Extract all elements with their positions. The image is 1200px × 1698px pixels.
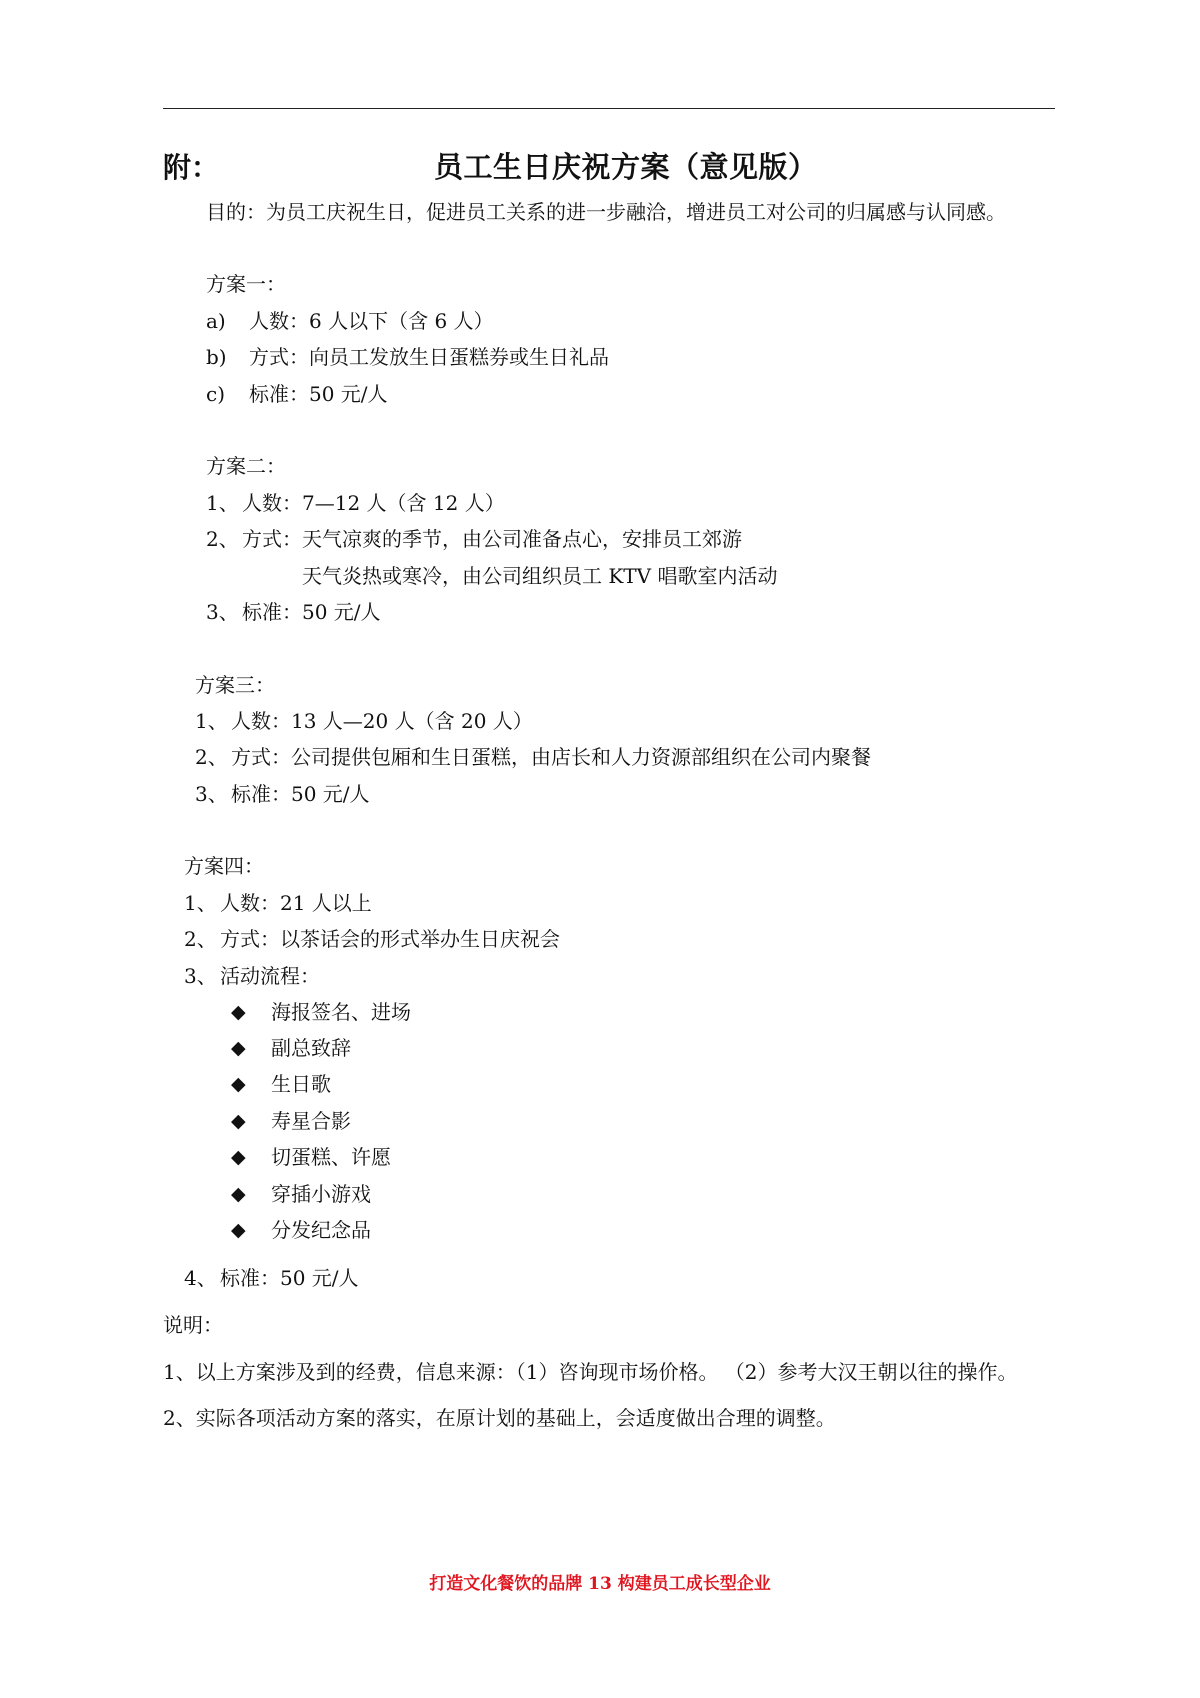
plan2-item-text: 人数：7—12 人（含 12 人） xyxy=(242,491,505,515)
notes-heading: 说明： xyxy=(163,1313,223,1337)
flow-step: 分发纪念品 xyxy=(271,1218,371,1242)
plan3-item-text: 人数：13 人—20 人（含 20 人） xyxy=(231,709,533,733)
diamond-bullet-icon: ◆ xyxy=(231,1073,246,1095)
plan3-item-text: 方式：公司提供包厢和生日蛋糕，由店长和人力资源部组织在公司内聚餐 xyxy=(231,745,871,769)
diamond-bullet-icon: ◆ xyxy=(231,1146,246,1168)
plan2-item-continuation: 天气炎热或寒冷，由公司组织员工 KTV 唱歌室内活动 xyxy=(302,564,778,588)
flow-step: 寿星合影 xyxy=(271,1109,351,1133)
note-item: 2、实际各项活动方案的落实，在原计划的基础上，会适度做出合理的调整。 xyxy=(163,1406,836,1430)
purpose-text: 目的：为员工庆祝生日，促进员工关系的进一步融洽，增进员工对公司的归属感与认同感。 xyxy=(206,200,1006,224)
page-footer: 打造文化餐饮的品牌 13 构建员工成长型企业 xyxy=(429,1574,771,1594)
plan3-item-marker: 3、 xyxy=(195,782,228,806)
plan3-item-marker: 2、 xyxy=(195,745,228,769)
plan3-heading: 方案三： xyxy=(195,673,275,697)
plan1-heading: 方案一： xyxy=(206,272,286,296)
flow-step: 切蛋糕、许愿 xyxy=(271,1145,391,1169)
plan2-item-text: 方式：天气凉爽的季节，由公司准备点心，安排员工郊游 xyxy=(242,527,742,551)
plan2-item-marker: 2、 xyxy=(206,527,239,551)
plan1-item-marker: b) xyxy=(206,345,227,369)
plan2-item-marker: 1、 xyxy=(206,491,239,515)
plan1-item-text: 标准：50 元/人 xyxy=(249,382,388,406)
plan1-item-marker: a) xyxy=(206,309,226,333)
flow-step: 生日歌 xyxy=(271,1072,331,1096)
diamond-bullet-icon: ◆ xyxy=(231,1037,246,1059)
plan2-item-marker: 3、 xyxy=(206,600,239,624)
flow-step: 海报签名、进场 xyxy=(271,1000,411,1024)
plan2-item-text: 标准：50 元/人 xyxy=(242,600,381,624)
flow-step: 穿插小游戏 xyxy=(271,1182,371,1206)
plan4-item-text: 标准：50 元/人 xyxy=(220,1266,359,1290)
plan4-heading: 方案四： xyxy=(184,854,264,878)
diamond-bullet-icon: ◆ xyxy=(231,1001,246,1023)
plan4-item-marker: 4、 xyxy=(184,1266,217,1290)
flow-step: 副总致辞 xyxy=(271,1036,351,1060)
plan1-item-marker: c) xyxy=(206,382,226,406)
plan4-item-text: 方式：以茶话会的形式举办生日庆祝会 xyxy=(220,927,560,951)
plan3-item-marker: 1、 xyxy=(195,709,228,733)
diamond-bullet-icon: ◆ xyxy=(231,1219,246,1241)
plan4-item-marker: 3、 xyxy=(184,964,217,988)
plan3-item-text: 标准：50 元/人 xyxy=(231,782,370,806)
note-item: 1、以上方案涉及到的经费，信息来源：（1）咨询现市场价格。 （2）参考大汉王朝以往的操作。 xyxy=(163,1360,1018,1384)
plan1-item-text: 人数：6 人以下（含 6 人） xyxy=(249,309,494,333)
plan2-heading: 方案二： xyxy=(206,454,286,478)
diamond-bullet-icon: ◆ xyxy=(231,1183,246,1205)
plan1-item-text: 方式：向员工发放生日蛋糕券或生日礼品 xyxy=(249,345,609,369)
header-rule xyxy=(163,108,1055,109)
diamond-bullet-icon: ◆ xyxy=(231,1110,246,1132)
plan4-item-text: 人数：21 人以上 xyxy=(220,891,372,915)
page-title: 员工生日庆祝方案（意见版） xyxy=(434,150,818,184)
plan4-item-marker: 2、 xyxy=(184,927,217,951)
appendix-prefix: 附： xyxy=(163,151,220,184)
plan4-item-marker: 1、 xyxy=(184,891,217,915)
plan4-item-text: 活动流程： xyxy=(220,964,320,988)
